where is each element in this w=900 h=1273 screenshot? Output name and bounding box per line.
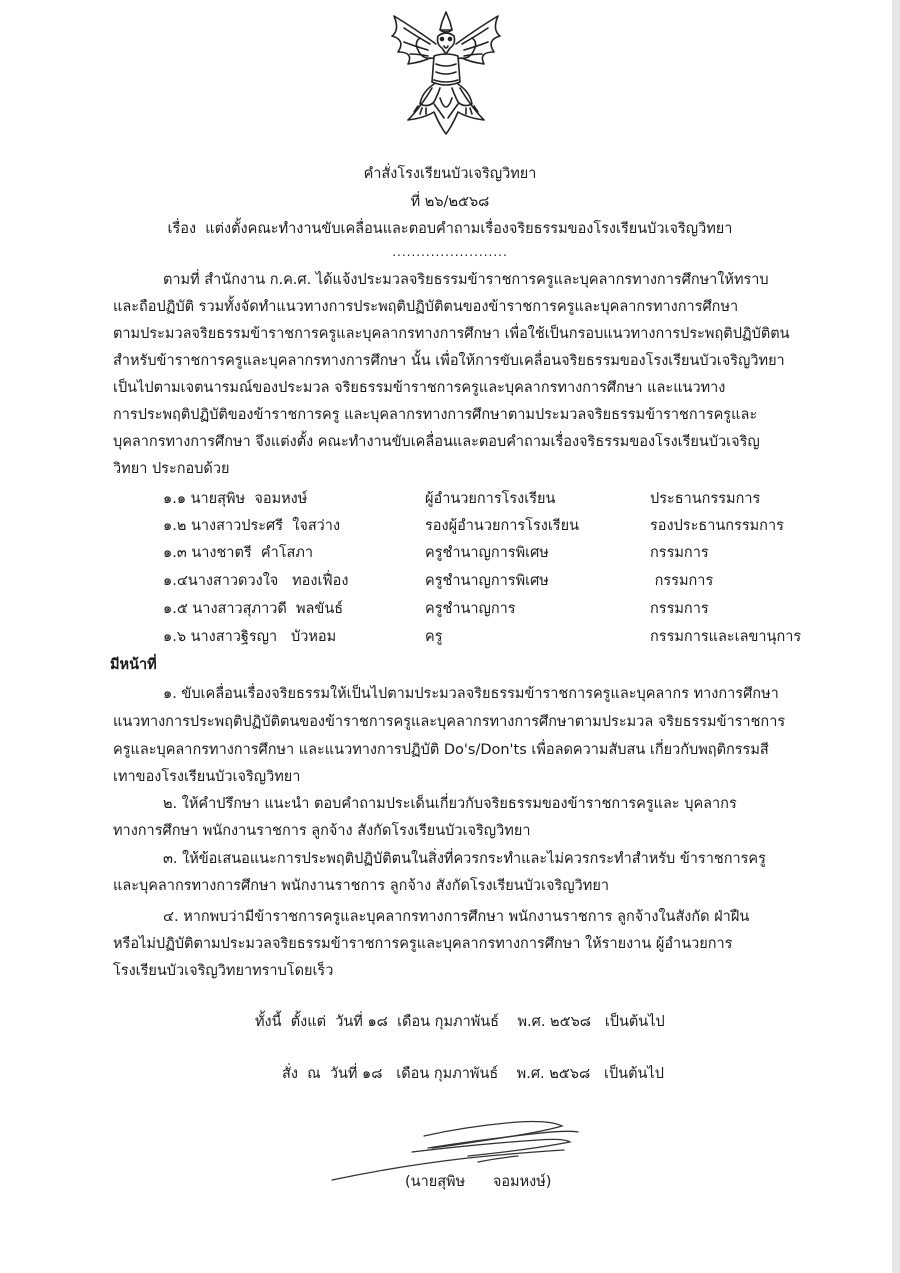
- member-name: ๑.๑ นายสุพิษ จอมหงษ์: [163, 491, 308, 507]
- member-role: รองประธานกรรมการ: [650, 518, 784, 534]
- member-position: ครูชำนาญการพิเศษ: [425, 573, 549, 589]
- preamble-line: เป็นไปตามเจตนารมณ์ของประมวล จริยธรรมข้าราชการครูและบุคลากรทางการศึกษา และแนวทาง: [113, 380, 726, 396]
- duty-line: แนวทางการประพฤติปฏิบัติตนของข้าราชการครูและบุคลากรทางการศึกษาตามประมวล จริยธรรมข้าราชการ: [113, 714, 786, 730]
- order-number: ที่ ๒๖/๒๕๖๘: [410, 194, 490, 210]
- member-role: กรรมการ: [650, 545, 709, 561]
- member-row: [0, 487, 900, 509]
- member-position: ครู: [425, 629, 443, 645]
- duties-heading: มีหน้าที่: [110, 657, 157, 673]
- member-role: ประธานกรรมการ: [650, 491, 761, 507]
- member-role: กรรมการ: [650, 601, 709, 617]
- member-row: [0, 597, 900, 619]
- garuda-emblem-icon: [384, 8, 508, 138]
- duty-line: หรือไม่ปฏิบัติตามประมวลจริยธรรมข้าราชการครูและบุคลากรทางการศึกษา ให้รายงาน ผู้อำนวยการ: [113, 936, 733, 952]
- effective-date: ทั้งนี้ ตั้งแต่ วันที่ ๑๘ เดือน กุมภาพันธ์ พ.ศ. ๒๕๖๘ เป็นต้นไป: [255, 1014, 665, 1030]
- member-position: ครูชำนาญการพิเศษ: [425, 545, 549, 561]
- member-name: ๑.๔นางสาวดวงใจ ทองเฟื่อง: [163, 573, 349, 589]
- preamble-line: วิทยา ประกอบด้วย: [113, 461, 230, 477]
- member-row: [0, 625, 900, 647]
- preamble-line: ตามที่ สำนักงาน ก.ค.ศ. ได้แจ้งประมวลจริยธรรมข้าราชการครูและบุคลากรทางการศึกษาให้ทราบ: [163, 272, 769, 288]
- member-name: ๑.๖ นางสาวฐิรญา บัวหอม: [163, 629, 337, 645]
- member-role: กรรมการและเลขานุการ: [650, 629, 802, 645]
- member-name: ๑.๕ นางสาวสุภาวดี พลขันธ์: [163, 601, 344, 617]
- duty-line: ๑. ขับเคลื่อนเรื่องจริยธรรมให้เป็นไปตามประมวลจริยธรรมข้าราชการครูและบุคลากร ทางการศึกษา: [163, 686, 779, 702]
- preamble-line: การประพฤติปฏิบัติของข้าราชการครู และบุคลากรทางการศึกษาตามประมวลจริยธรรมข้าราชการครูและ: [113, 407, 758, 423]
- duty-line: ๔. หากพบว่ามีข้าราชการครูและบุคลากรทางการศึกษา พนักงานราชการ ลูกจ้างในสังกัด ฝ่าฝืน: [163, 909, 750, 925]
- order-title: คำสั่งโรงเรียนบัวเจริญวิทยา: [363, 166, 537, 182]
- member-row: [0, 569, 900, 591]
- member-name: ๑.๓ นางชาตรี คำโสภา: [163, 545, 314, 561]
- member-position: ครูชำนาญการ: [425, 601, 516, 617]
- duty-line: และบุคลากรทางการศึกษา พนักงานราชการ ลูกจ้าง สังกัดโรงเรียนบัวเจริญวิทยา: [113, 878, 609, 894]
- duty-line: เทาของโรงเรียนบัวเจริญวิทยา: [113, 769, 301, 785]
- preamble-line: และถือปฏิบัติ รวมทั้งจัดทำแนวทางการประพฤติปฏิบัติตนของข้าราชการครูและบุคลากรทางการศึกษา: [113, 299, 739, 315]
- duty-line: โรงเรียนบัวเจริญวิทยาทราบโดยเร็ว: [113, 963, 334, 979]
- member-position: ผู้อำนวยการโรงเรียน: [425, 491, 556, 507]
- member-row: [0, 514, 900, 536]
- member-role: กรรมการ: [650, 573, 714, 589]
- member-name: ๑.๒ นางสาวประศรี ใจสว่าง: [163, 518, 341, 534]
- signer-name: (นายสุพิษ จอมหงษ์): [405, 1174, 552, 1190]
- preamble-line: สำหรับข้าราชการครูและบุคลากรทางการศึกษา นั้น เพื่อให้การขับเคลื่อนจริยธรรมของโรงเรียนบัวเจริญวิทยา: [113, 353, 785, 369]
- order-date: สั่ง ณ วันที่ ๑๘ เดือน กุมภาพันธ์ พ.ศ. ๒๕๖๘ เป็นต้นไป: [282, 1066, 664, 1082]
- duty-line: ครูและบุคลากรทางการศึกษา และแนวทางการปฏิบัติ Do's/Don'ts เพื่อลดความสับสน เกี่ยวกับพฤติกรรมสี: [113, 742, 769, 758]
- preamble-line: ตามประมวลจริยธรรมข้าราชการครูและบุคลากรทางการศึกษา เพื่อใช้เป็นกรอบแนวทางการประพฤติปฏิบัติตน: [113, 326, 790, 342]
- duty-line: ๒. ให้คำปรึกษา แนะนำ ตอบคำถามประเด็นเกี่ยวกับจริยธรรมของข้าราชการครูและ บุคลากร: [163, 796, 737, 812]
- duty-line: ทางการศึกษา พนักงานราชการ ลูกจ้าง สังกัดโรงเรียนบัวเจริญวิทยา: [113, 823, 531, 839]
- duty-line: ๓. ให้ข้อเสนอแนะการประพฤติปฏิบัติตนในสิ่งที่ควรกระทำและไม่ควรกระทำสำหรับ ข้าราชการครู: [163, 851, 766, 867]
- preamble-line: บุคลากรทางการศึกษา จึงแต่งตั้ง คณะทำงานขับเคลื่อนและตอบคำถามเรื่องจริธรรมของโรงเรียนบัวเจริญ: [113, 434, 760, 450]
- order-subject: เรื่อง แต่งตั้งคณะทำงานขับเคลื่อนและตอบคำถามเรื่องจริยธรรมของโรงเรียนบัวเจริญวิทยา: [167, 221, 733, 237]
- separator-line: ........................: [392, 245, 508, 259]
- member-row: [0, 541, 900, 563]
- member-position: รองผู้อำนวยการโรงเรียน: [425, 518, 579, 534]
